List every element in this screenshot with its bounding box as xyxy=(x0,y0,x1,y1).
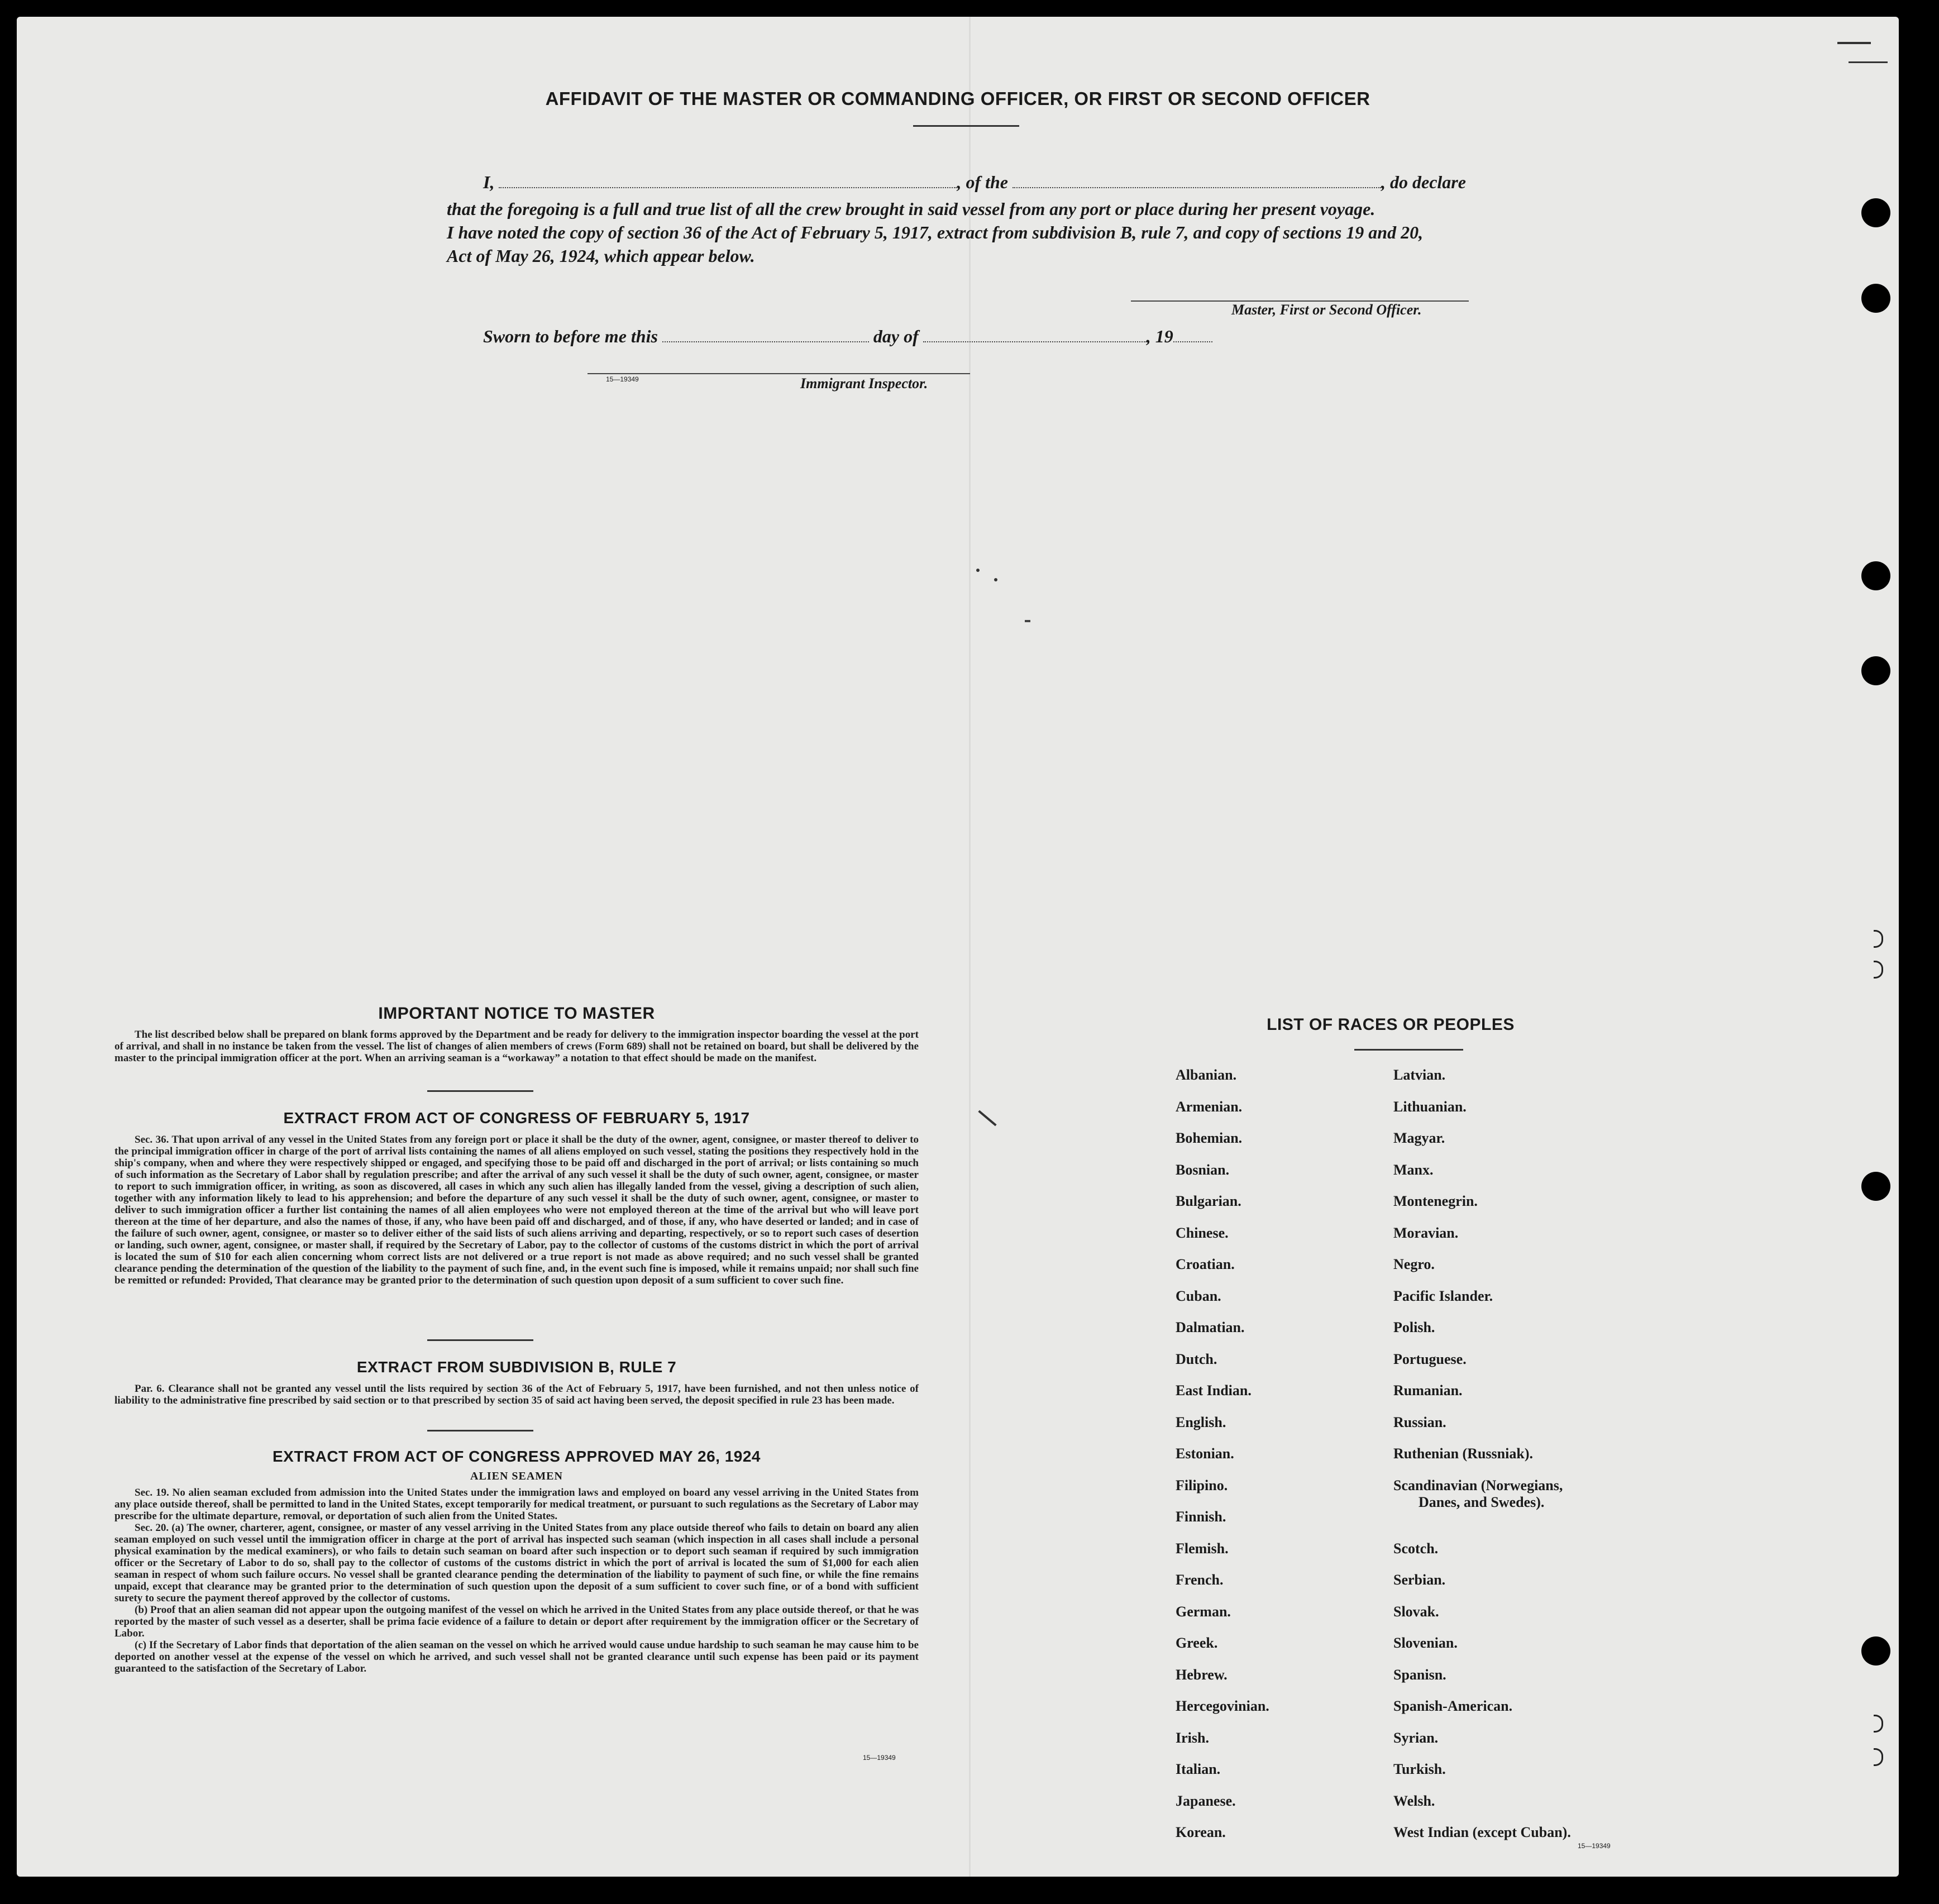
sec-19-paragraph: Sec. 19. No alien seaman excluded from admission into the United States under the immigration laws and employed on board any vessel arriving in the United States from any place outside thereof, shall be permitted to land in the United States, except temporarily for medical treatment, or pursuant to such regulations as the Secretary of Labor may prescribe for the ultimate departure, removal, or deportation of such alien from the United States. xyxy=(114,1487,919,1522)
race-item: Cuban. xyxy=(1176,1287,1221,1304)
corner-mark xyxy=(1849,61,1888,63)
race-item: Moravian. xyxy=(1393,1224,1459,1241)
binder-nick xyxy=(1874,961,1883,979)
inspector-label: Immigrant Inspector. xyxy=(800,375,928,392)
extract-1917-text xyxy=(114,1134,919,1286)
race-item: English. xyxy=(1176,1414,1226,1430)
races-rule xyxy=(1354,1049,1463,1051)
sec-36-paragraph: Sec. 36. That upon arrival of any vessel in the United States from any foreign port or place it shall be the duty of the owner, agent, consignee, or master thereof to deliver to the principal immigration officer in charge of the port of arrival lists containing the names of all aliens employed on such vessel, stating the positions they respectively hold in the ship's company, when and where they were respectively shipped or engaged, and specifying those to be paid off and discharged in the port of arrival; or lists containing so much of such information as the Secretary of Labor shall by regulation prescribe; and after the arrival of any such vessel it shall be the duty of such owner, agent, consignee, or master to report to such immigration officer, in writing, as soon as discovered, all cases in which any such alien has illegally landed from the vessel, giving a description of such alien, together with any information likely to lead to his apprehension; and before the departure of any such vessel it shall be the duty of such owner, agent, consignee, or master to deliver to such immigration officer a further list containing the names of all alien employees who were not employed thereon at the time of the arrival but who will leave port thereon at the time of her departure, and also the names of those, if any, who have been paid off and discharged, and of those, if any, who have deserted or landed; and in case of the failure of such owner, agent, consignee, or master so to deliver either of the said lists of such aliens arriving and departing, respectively, or so to report such cases of desertion or landing, such owner, agent, consignee, or master shall, if required by the Secretary of Labor, pay to the collector of customs of the customs district in which the port of arrival is located the sum of $10 for each alien concerning whom correct lists are not delivered or a true report is not made as above required; and no such vessel shall be granted clearance pending the determination of the question of the liability to the payment of such fine, and, in the event such fine is imposed, while it remains unpaid; nor shall such fine be remitted or refunded: Provided, That clearance may be granted prior to the determination of such question upon deposit of a sum sufficient to cover such fine. xyxy=(114,1134,919,1286)
speck xyxy=(994,578,997,581)
race-item: French. xyxy=(1176,1572,1224,1588)
race-item: Hercegovinian. xyxy=(1176,1698,1269,1714)
race-item: Irish. xyxy=(1176,1729,1209,1746)
rule-1 xyxy=(427,1090,533,1092)
declaration-line-3: I have noted the copy of section 36 of the Act of February 5, 1917, extract from subdivision B, rule 7, and copy of sections 19 and 20, xyxy=(447,222,1424,242)
binder-hole xyxy=(1861,561,1890,590)
race-item: Welsh. xyxy=(1393,1792,1435,1809)
sec-20b-paragraph: (b) Proof that an alien seaman did not appear upon the outgoing manifest of the vessel on which he arrived in the United States from any place outside thereof, or that he was reported by the master of such vessel as a deserter, shall be prima facie evidence of a failure to detain or deport after requirement by the immigration officer or the Secretary of Labor. xyxy=(114,1604,919,1639)
race-item: West Indian (except Cuban). xyxy=(1393,1824,1571,1840)
rule7-text xyxy=(114,1383,919,1406)
race-item: Spanisn. xyxy=(1393,1666,1446,1683)
extract-1924-text xyxy=(114,1487,919,1674)
race-item: Slovak. xyxy=(1393,1603,1439,1620)
race-item: Latvian. xyxy=(1393,1067,1446,1083)
form-sheet xyxy=(17,17,1899,1877)
sworn-label: Sworn to before me this xyxy=(483,326,658,346)
sec-20c-paragraph: (c) If the Secretary of Labor finds that deportation of the alien seaman on the vessel on which he arrived would cause undue hardship to such seaman he may cause him to be deported on another vessel at the expense of the vessel on which he arrived, and such vessel shall not be granted clearance until such expense has been paid or its payment guaranteed to the satisfaction of the Secretary of Labor. xyxy=(114,1639,919,1674)
master-signature-label: Master, First or Second Officer. xyxy=(1231,302,1422,318)
race-item: Filipino. xyxy=(1176,1477,1228,1493)
race-item: Montenegrin. xyxy=(1393,1193,1478,1209)
speck xyxy=(976,569,980,572)
race-item: Spanish-American. xyxy=(1393,1698,1513,1714)
corner-mark xyxy=(1837,42,1871,44)
extract-1924-heading: EXTRACT FROM ACT OF CONGRESS APPROVED MAY 26, 1924 xyxy=(273,1448,761,1465)
race-item: Greek. xyxy=(1176,1635,1218,1651)
race-item: Manx. xyxy=(1393,1161,1434,1178)
race-item: Armenian. xyxy=(1176,1098,1243,1115)
race-item: Italian. xyxy=(1176,1761,1221,1777)
rule7-heading: EXTRACT FROM SUBDIVISION B, RULE 7 xyxy=(356,1358,677,1376)
binder-hole xyxy=(1861,198,1890,227)
sworn-day-blank[interactable] xyxy=(662,336,869,342)
race-item: East Indian. xyxy=(1176,1382,1252,1399)
vessel-blank[interactable] xyxy=(1013,182,1381,188)
race-item: Albanian. xyxy=(1176,1067,1237,1083)
race-item: Portuguese. xyxy=(1393,1351,1467,1367)
speck xyxy=(1025,620,1030,622)
race-item: Bohemian. xyxy=(1176,1130,1243,1146)
do-declare-label: , do declare xyxy=(1381,172,1466,192)
speck xyxy=(978,1110,996,1127)
race-item: Croatian. xyxy=(1176,1256,1235,1272)
inspector-signature-line[interactable] xyxy=(588,373,970,374)
race-item: Korean. xyxy=(1176,1824,1226,1840)
race-item: Flemish. xyxy=(1176,1540,1229,1557)
binder-hole xyxy=(1861,284,1890,313)
notice-text xyxy=(114,1029,919,1064)
day-of-label: day of xyxy=(873,326,919,346)
rule-3 xyxy=(427,1430,533,1431)
race-item: Turkish. xyxy=(1393,1761,1446,1777)
form-number-top: 15—19349 xyxy=(606,375,639,383)
fold-crease xyxy=(969,17,971,1877)
race-item: Negro. xyxy=(1393,1256,1435,1272)
declaration-line-2: that the foregoing is a full and true list of all the crew brought in said vessel from any port or place during her present voyage. xyxy=(447,199,1376,219)
notice-heading: IMPORTANT NOTICE TO MASTER xyxy=(378,1004,655,1023)
race-item: Chinese. xyxy=(1176,1224,1229,1241)
race-item: Ruthenian (Russniak). xyxy=(1393,1445,1533,1462)
race-item: Danes, and Swedes). xyxy=(1419,1493,1545,1510)
race-item: German. xyxy=(1176,1603,1231,1620)
race-item: Bosnian. xyxy=(1176,1161,1230,1178)
binder-nick xyxy=(1874,1715,1883,1733)
race-item: Syrian. xyxy=(1393,1729,1439,1746)
affidavit-title: AFFIDAVIT OF THE MASTER OR COMMANDING OFFICER, OR FIRST OR SECOND OFFICER xyxy=(545,88,1370,109)
race-item: Rumanian. xyxy=(1393,1382,1463,1399)
race-item: Scotch. xyxy=(1393,1540,1439,1557)
declaration-line-4: Act of May 26, 1924, which appear below. xyxy=(447,246,755,266)
race-item: Russian. xyxy=(1393,1414,1446,1430)
alien-seamen-subheading: ALIEN SEAMEN xyxy=(470,1470,563,1482)
race-item: Hebrew. xyxy=(1176,1666,1228,1683)
sworn-line xyxy=(483,323,1212,350)
race-item: Magyar. xyxy=(1393,1130,1445,1146)
races-heading: LIST OF RACES OR PEOPLES xyxy=(1267,1015,1515,1034)
race-item: Lithuanian. xyxy=(1393,1098,1467,1115)
notice-paragraph: The list described below shall be prepared on blank forms approved by the Department and be ready for delivery to the immigration inspector boarding the vessel at the port of arrival, and shall in no instance be taken from the vessel. The list of changes of alien members of crews (Form 689) shall not be retained on board, but shall be delivered by the master to the principal immigration officer at the port. When an arriving seaman is a “workaway” a notation to that effect should be made on the manifest. xyxy=(114,1029,919,1064)
race-item: Finnish. xyxy=(1176,1509,1226,1525)
sworn-month-blank[interactable] xyxy=(923,336,1147,342)
sworn-year-blank[interactable] xyxy=(1173,336,1212,342)
sec-20a-paragraph: Sec. 20. (a) The owner, charterer, agent, consignee, or master of any vessel arriving in the United States from any place outside thereof who fails to detain on board any alien seaman employed on such vessel until the immigration officer in charge at the port of arrival has inspected such seaman (which inspection in all cases shall include a personal physical examination by the medical examiners), or who fails to detain such seaman on board after such inspection or to deport such seaman if required by such immigration officer or the Secretary of Labor to do so, shall pay to the collector of customs of the customs district in which the port of arrival is located the sum of $1,000 for each alien seaman in respect of whom such failure occurs. No vessel shall be granted clearance pending the determination of the liability to payment of such fine, or while the fine remains unpaid, except that clearance may be granted prior to the determination of such question upon the deposit of a sum sufficient to cover such fine, or of a bond with sufficient surety to secure the payment thereof approved by the collector of customs. xyxy=(114,1522,919,1604)
declaration-i: I, xyxy=(483,172,495,192)
par-6-paragraph: Par. 6. Clearance shall not be granted any vessel until the lists required by section 36 of the Act of February 5, 1917, have been furnished, and not then unless notice of liability to the administrative fine prescribed by said section or to that prescribed by section 35 of said act having been served, the deposit specified in rule 23 has been made. xyxy=(114,1383,919,1406)
binder-nick xyxy=(1874,1748,1883,1766)
binder-hole xyxy=(1861,656,1890,685)
race-item: Dutch. xyxy=(1176,1351,1217,1367)
race-item: Dalmatian. xyxy=(1176,1319,1245,1335)
binder-hole xyxy=(1861,1172,1890,1201)
binder-hole xyxy=(1861,1636,1890,1666)
race-item: Bulgarian. xyxy=(1176,1193,1241,1209)
form-number-right: 15—19349 xyxy=(1578,1842,1611,1850)
declaration-line-1 xyxy=(483,169,1466,195)
race-item: Serbian. xyxy=(1393,1572,1446,1588)
extract-1917-heading: EXTRACT FROM ACT OF CONGRESS OF FEBRUARY 5, 1917 xyxy=(283,1109,750,1127)
of-the-label: , of the xyxy=(957,172,1008,192)
race-item: Scandinavian (Norwegians, xyxy=(1393,1477,1563,1493)
race-item: Polish. xyxy=(1393,1319,1435,1335)
name-blank[interactable] xyxy=(499,182,957,188)
title-rule xyxy=(913,125,1019,127)
year-label: , 19 xyxy=(1146,326,1173,346)
race-item: Japanese. xyxy=(1176,1792,1236,1809)
race-item: Estonian. xyxy=(1176,1445,1234,1462)
rule-2 xyxy=(427,1339,533,1341)
binder-nick xyxy=(1874,930,1883,948)
race-item: Slovenian. xyxy=(1393,1635,1458,1651)
race-item: Pacific Islander. xyxy=(1393,1287,1493,1304)
form-number-left: 15—19349 xyxy=(863,1754,896,1762)
